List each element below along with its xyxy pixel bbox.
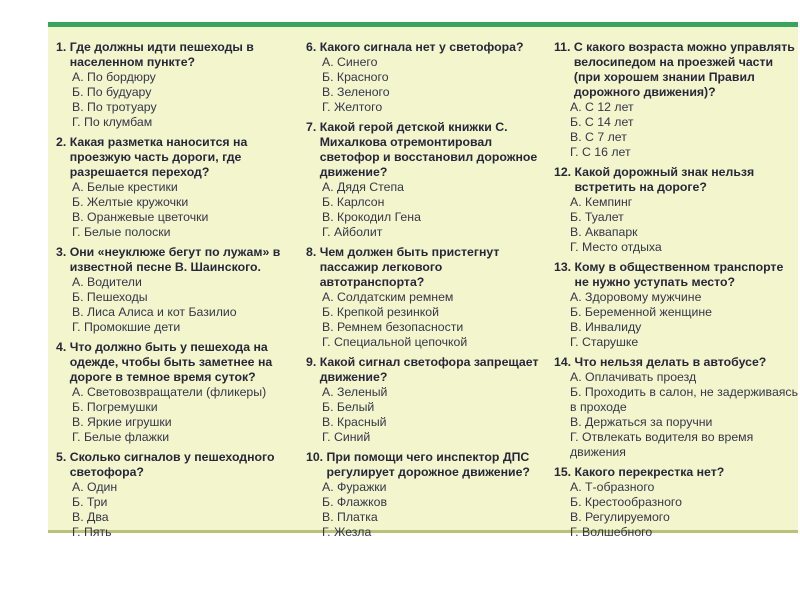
answer-option: А. Т-образного	[570, 480, 655, 494]
answer-list	[56, 480, 300, 540]
quiz-column-2	[306, 40, 550, 545]
answer-option: Г. Промокшие дети	[72, 320, 181, 334]
quiz-question	[56, 450, 300, 540]
question-heading	[554, 40, 798, 100]
answer-option: В. Регулируемого	[570, 510, 670, 524]
answer-option: В. Яркие игрушки	[72, 415, 172, 429]
question-text: Какой сигнал светофора запрещает движение?	[319, 355, 539, 384]
answer-option: В. Два	[72, 510, 109, 524]
answer-option: В. Инвалиду	[570, 320, 642, 334]
answer-option: Г. Специальной цепочкой	[322, 335, 468, 349]
question-text: Какая разметка наносится на проезжую часть дороги, где разрешается переход?	[69, 135, 248, 179]
question-text: Какой герой детской книжки С. Михалкова отремонтировал светофор и восстановил дорожное движение?	[319, 120, 538, 179]
question-text: При помощи чего инспектор ДПС регулирует дорожное движение?	[326, 450, 530, 479]
answer-option: Б. Карлсон	[322, 195, 385, 209]
answer-option: Б. Желтые кружочки	[72, 195, 189, 209]
answer-option: Г. Синий	[322, 430, 371, 444]
answer-list	[554, 195, 798, 255]
question-number: 12.	[554, 165, 575, 179]
quiz-question	[306, 450, 550, 540]
answer-list	[554, 480, 798, 540]
answer-option: Г. Белые полоски	[72, 225, 171, 239]
answer-option: А. Световозвращатели (фликеры)	[72, 385, 267, 399]
answer-option: Г. Белые флажки	[72, 430, 170, 444]
question-heading	[56, 135, 300, 180]
answer-option: Б. Беременной женщине	[570, 305, 712, 319]
answer-list	[554, 370, 798, 460]
quiz-question	[554, 355, 798, 460]
answer-list	[306, 290, 550, 350]
question-heading	[56, 245, 300, 275]
question-text: Сколько сигналов у пешеходного светофора?	[69, 450, 275, 479]
quiz-question	[306, 245, 550, 350]
question-number: 14.	[554, 355, 575, 369]
question-text: С какого возраста можно управлять велосипедом на проезжей части (при хорошем знании Правил дорожного движения)?	[573, 40, 795, 99]
answer-option: В. Оранжевые цветочки	[72, 210, 209, 224]
answer-option: В. Крокодил Гена	[322, 210, 421, 224]
answer-list	[306, 385, 550, 445]
quiz-question	[56, 40, 300, 130]
answer-option: В. С 7 лет	[570, 130, 627, 144]
question-heading	[56, 450, 300, 480]
question-text: Что должно быть у пешехода на одежде, чтобы быть заметнее на дороге в темное время суток?	[69, 340, 273, 384]
question-text: Чем должен быть пристегнут пассажир легкового автотранспорта?	[319, 245, 500, 289]
answer-option: А. Солдатским ремнем	[322, 290, 454, 304]
question-heading	[306, 245, 550, 290]
question-heading	[306, 40, 550, 55]
answer-option: В. По тротуару	[72, 100, 157, 114]
question-number: 6.	[306, 40, 320, 54]
answer-list	[554, 290, 798, 350]
answer-option: Б. По будуару	[72, 85, 152, 99]
answer-option: Г. Айболит	[322, 225, 383, 239]
quiz-question	[306, 120, 550, 240]
answer-option: А. По бордюру	[72, 70, 156, 84]
question-heading	[554, 260, 798, 290]
quiz-sheet	[48, 22, 798, 539]
answer-option: Г. Жезла	[322, 525, 372, 539]
answer-option: А. Один	[72, 480, 118, 494]
question-number: 8.	[306, 245, 320, 259]
answer-option: В. Лиса Алиса и кот Базилио	[72, 305, 237, 319]
answer-option: А. Фуражки	[322, 480, 387, 494]
answer-option: А. Белые крестики	[72, 180, 178, 194]
answer-list	[56, 180, 300, 240]
quiz-question	[56, 245, 300, 335]
quiz-question	[306, 355, 550, 445]
answer-option: А. Водители	[72, 275, 142, 289]
answer-option: А. Кемпинг	[570, 195, 633, 209]
quiz-column-3	[554, 40, 798, 545]
answer-option: Б. Крепкой резинкой	[322, 305, 439, 319]
answer-option: Б. Проходить в салон, не задерживаясь в проходе	[570, 385, 798, 414]
question-heading	[56, 40, 300, 70]
answer-option: А. Зеленый	[322, 385, 388, 399]
question-text: Они «неуклюже бегут по лужам» в известной песне В. Шаинского.	[69, 245, 281, 274]
answer-option: В. Зеленого	[322, 85, 390, 99]
answer-option: А. Дядя Степа	[322, 180, 404, 194]
question-text: Какого сигнала нет у светофора?	[319, 40, 524, 54]
quiz-question	[56, 340, 300, 445]
question-number: 2.	[56, 135, 70, 149]
answer-list	[56, 385, 300, 445]
question-heading	[554, 165, 798, 195]
answer-list	[554, 100, 798, 160]
question-text: Какого перекрестка нет?	[574, 465, 725, 479]
answer-option: В. Держаться за поручни	[570, 415, 713, 429]
answer-option: Г. Отвлекать водителя во время движения	[570, 430, 754, 459]
answer-option: В. Аквапарк	[570, 225, 638, 239]
answer-option: В. Красный	[322, 415, 387, 429]
answer-option: Б. С 14 лет	[570, 115, 634, 129]
answer-option: А. Оплачивать проезд	[570, 370, 697, 384]
answer-option: Г. Старушке	[570, 335, 639, 349]
question-text: Где должны идти пешеходы в населенном пункте?	[69, 40, 254, 69]
quiz-question	[306, 40, 550, 115]
question-text: Что нельзя делать в автобусе?	[574, 355, 767, 369]
question-number: 10.	[306, 450, 327, 464]
question-number: 9.	[306, 355, 320, 369]
answer-option: Б. Белый	[322, 400, 375, 414]
quiz-question	[554, 165, 798, 255]
answer-option: Б. Красного	[322, 70, 389, 84]
answer-option: Г. Пять	[72, 525, 112, 539]
answer-option: В. Ремнем безопасности	[322, 320, 464, 334]
quiz-question	[554, 40, 798, 160]
answer-option: Г. По клумбам	[72, 115, 153, 129]
answer-list	[306, 55, 550, 115]
question-heading	[306, 450, 550, 480]
answer-option: Г. Желтого	[322, 100, 383, 114]
question-number: 4.	[56, 340, 70, 354]
question-heading	[554, 355, 798, 370]
answer-list	[306, 480, 550, 540]
quiz-question	[56, 135, 300, 240]
question-number: 5.	[56, 450, 70, 464]
answer-option: Б. Пешеходы	[72, 290, 148, 304]
question-heading	[56, 340, 300, 385]
quiz-question	[554, 260, 798, 350]
question-text: Кому в общественном транспорте не нужно уступать место?	[574, 260, 784, 289]
answer-option: Б. Флажков	[322, 495, 387, 509]
answer-option: Б. Туалет	[570, 210, 624, 224]
answer-option: Б. Три	[72, 495, 108, 509]
answer-option: А. С 12 лет	[570, 100, 634, 114]
answer-option: В. Платка	[322, 510, 378, 524]
question-number: 15.	[554, 465, 575, 479]
question-number: 3.	[56, 245, 70, 259]
question-heading	[554, 465, 798, 480]
question-number: 11.	[554, 40, 574, 54]
answer-list	[56, 275, 300, 335]
answer-option: А. Синего	[322, 55, 378, 69]
question-number: 1.	[56, 40, 70, 54]
question-text: Какой дорожный знак нельзя встретить на дороге?	[574, 165, 755, 194]
answer-option: Г. Волшебного	[570, 525, 653, 539]
quiz-question	[554, 465, 798, 540]
answer-option: Б. Погремушки	[72, 400, 158, 414]
answer-option: Б. Крестообразного	[570, 495, 682, 509]
answer-option: А. Здоровому мужчине	[570, 290, 702, 304]
answer-list	[56, 70, 300, 130]
question-heading	[306, 120, 550, 180]
answer-list	[306, 180, 550, 240]
quiz-column-1	[56, 40, 300, 545]
answer-option: Г. Место отдыха	[570, 240, 662, 254]
question-number: 13.	[554, 260, 575, 274]
question-number: 7.	[306, 120, 320, 134]
answer-option: Г. С 16 лет	[570, 145, 631, 159]
question-heading	[306, 355, 550, 385]
